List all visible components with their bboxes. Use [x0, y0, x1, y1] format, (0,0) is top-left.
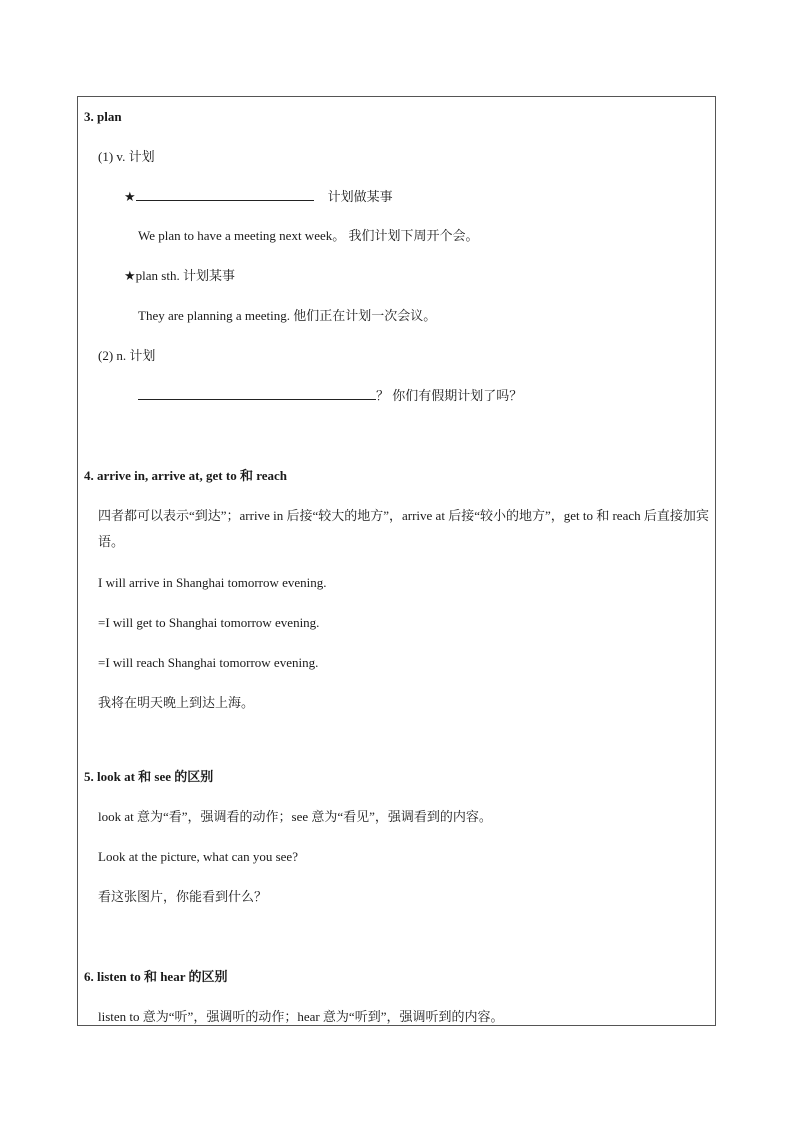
- blank-2-suffix: ？ 你们有假期计划了吗？: [376, 388, 523, 403]
- answer-blank-1[interactable]: [136, 187, 314, 201]
- section-4-heading: 4. arrive in, arrive at, get to 和 reach: [84, 468, 287, 483]
- section-3-heading: 3. plan: [84, 109, 122, 124]
- section-3-noun-label: (2) n. 计划: [98, 348, 156, 363]
- section-3-verb-label: (1) v. 计划: [98, 149, 155, 164]
- section-6-heading: 6. listen to 和 hear 的区别: [84, 969, 228, 984]
- section-5-heading: 5. look at 和 see 的区别: [84, 769, 214, 784]
- section-4-example-3: =I will reach Shanghai tomorrow evening.: [98, 655, 319, 670]
- answer-blank-2[interactable]: [138, 386, 376, 400]
- section-5-description: look at 意为“看”，强调看的动作；see 意为“看见”，强调看到的内容。: [98, 809, 492, 824]
- section-3-example-1: We plan to have a meeting next week。 我们计划下周开个会。: [138, 228, 479, 243]
- section-3-example-2: They are planning a meeting. 他们正在计划一次会议。: [138, 308, 437, 323]
- section-4-example-1: I will arrive in Shanghai tomorrow evening.: [98, 575, 327, 590]
- blank-1-meaning: 计划做某事: [327, 189, 393, 204]
- section-5-example-2: 看这张图片，你能看到什么？: [98, 889, 268, 904]
- section-4-example-2: =I will get to Shanghai tomorrow evening.: [98, 615, 320, 630]
- section-3-blank-1-row: [124, 187, 393, 207]
- star-icon: ★: [124, 189, 136, 204]
- section-3-blank-2-row: [138, 386, 522, 406]
- section-4-description: 四者都可以表示“到达”；arrive in 后接“较大的地方”，arrive at 后接“较小的地方”，get to 和 reach 后直接加宾语。: [98, 508, 709, 549]
- section-4-example-4: 我将在明天晚上到达上海。: [98, 695, 255, 710]
- content-box: [77, 96, 716, 1026]
- section-5-example-1: Look at the picture, what can you see?: [98, 849, 298, 864]
- section-6-description: listen to 意为“听”，强调听的动作；hear 意为“听到”，强调听到的内容。: [98, 1009, 504, 1024]
- section-3-plan-sth: ★plan sth. 计划某事: [124, 268, 235, 283]
